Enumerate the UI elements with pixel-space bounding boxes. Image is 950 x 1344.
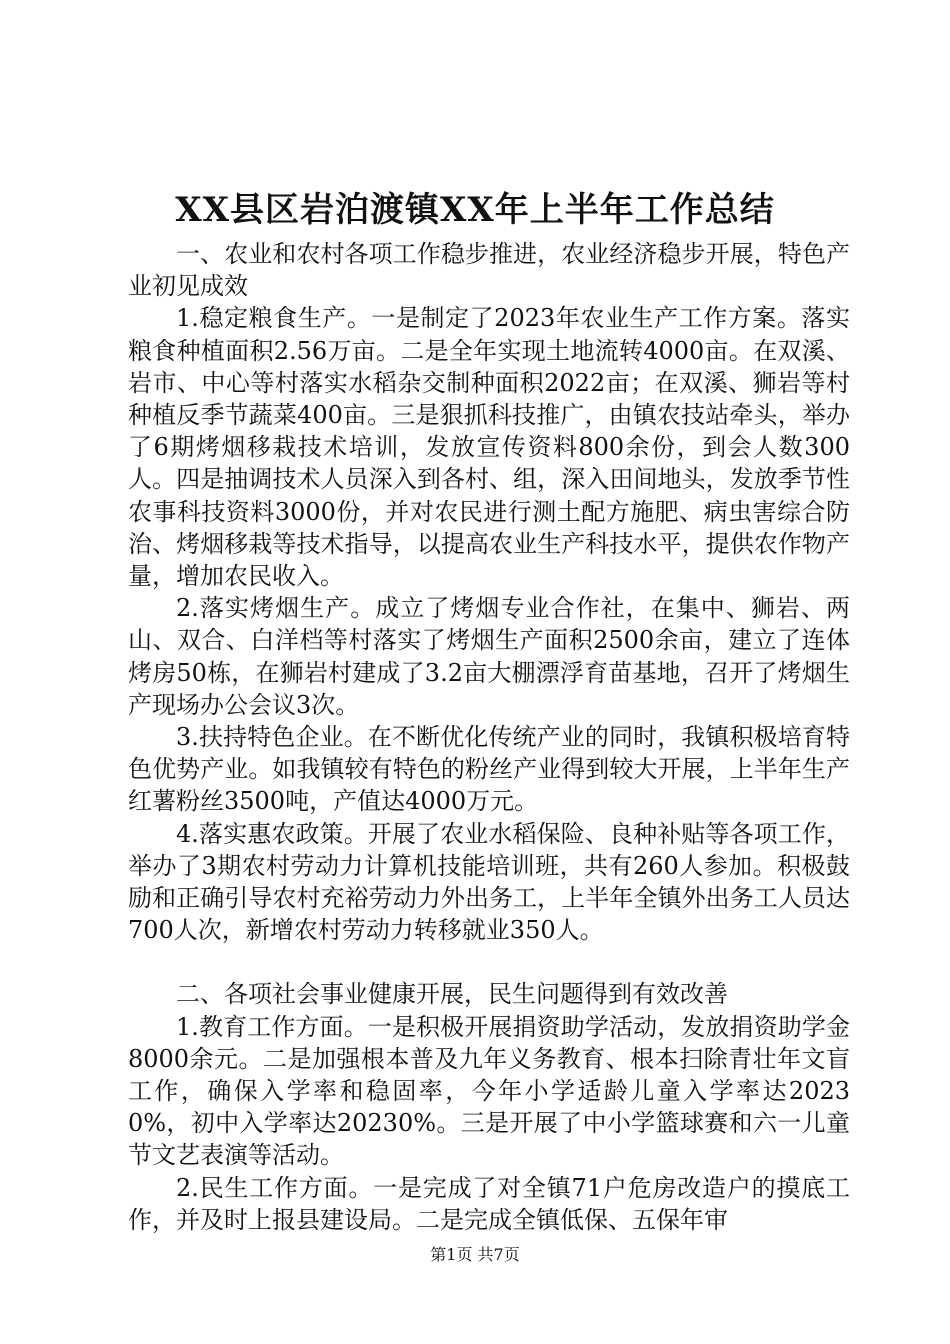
paragraph-education: 1.教育工作方面。一是积极开展捐资助学活动，发放捐资助学金8000余元。二是加强根本普及九年义务教育、根本扫除青壮年文盲工作，确保入学率和稳固率，今年小学适龄儿童入学率达20230%，初中入学率达20230%。三是开展了中小学篮球赛和六一儿童节文艺表演等活动。 (128, 1012, 850, 1170)
paragraph-grain-production: 1.稳定粮食生产。一是制定了2023年农业生产工作方案。落实粮食种植面积2.56万亩。二是全年实现土地流转4000亩。在双溪、岩市、中心等村落实水稻杂交制种面积2022亩；在双溪、狮岩等村种植反季节蔬菜400亩。三是狠抓科技推广，由镇农技站牵头，举办了6期烤烟移栽技术培训，发放宣传资料800余份，到会人数300人。四是抽调技术人员深入到各村、组，深入田间地头，发放季节性农事科技资料3000份，并对农民进行测土配方施肥、病虫害综合防治、烤烟移栽等技术指导，以提高农业生产科技水平，提供农作物产量，增加农民收入。 (128, 304, 850, 591)
paragraph-tobacco-production: 2.落实烤烟生产。成立了烤烟专业合作社，在集中、狮岩、两山、双合、白洋档等村落实了烤烟生产面积2500余亩，建立了连体烤房50栋，在狮岩村建成了3.2亩大棚漂浮育苗基地，召开了烤烟生产现场办公会议3次。 (128, 594, 850, 719)
paragraph-livelihood: 2.民生工作方面。一是完成了对全镇71户危房改造户的摸底工作，并及时上报县建设局。二是完成全镇低保、五保年审 (128, 1173, 850, 1234)
page-number-footer: 第1页 共7页 (430, 1245, 520, 1264)
section-heading-agriculture: 一、农业和农村各项工作稳步推进，农业经济稳步开展，特色产业初见成效 (128, 240, 850, 301)
document-body (128, 238, 850, 1236)
paragraph-farm-policies: 4.落实惠农政策。开展了农业水稻保险、良种补贴等各项工作，举办了3期农村劳动力计算机技能培训班，共有260人参加。积极鼓励和正确引导农村充裕劳动力外出务工，上半年全镇外出务工人员达700人次，新增农村劳动力转移就业350人。 (128, 819, 850, 945)
paragraph-featured-enterprises: 3.扶持特色企业。在不断优化传统产业的同时，我镇积极培育特色优势产业。如我镇较有特色的粉丝产业得到较大开展，上半年生产红薯粉丝3500吨，产值达4000万元。 (128, 723, 850, 816)
document-title: XX县区岩泊渡镇XX年上半年工作总结 (175, 190, 775, 230)
section-heading-social: 二、各项社会事业健康开展，民生问题得到有效改善 (176, 980, 728, 1009)
